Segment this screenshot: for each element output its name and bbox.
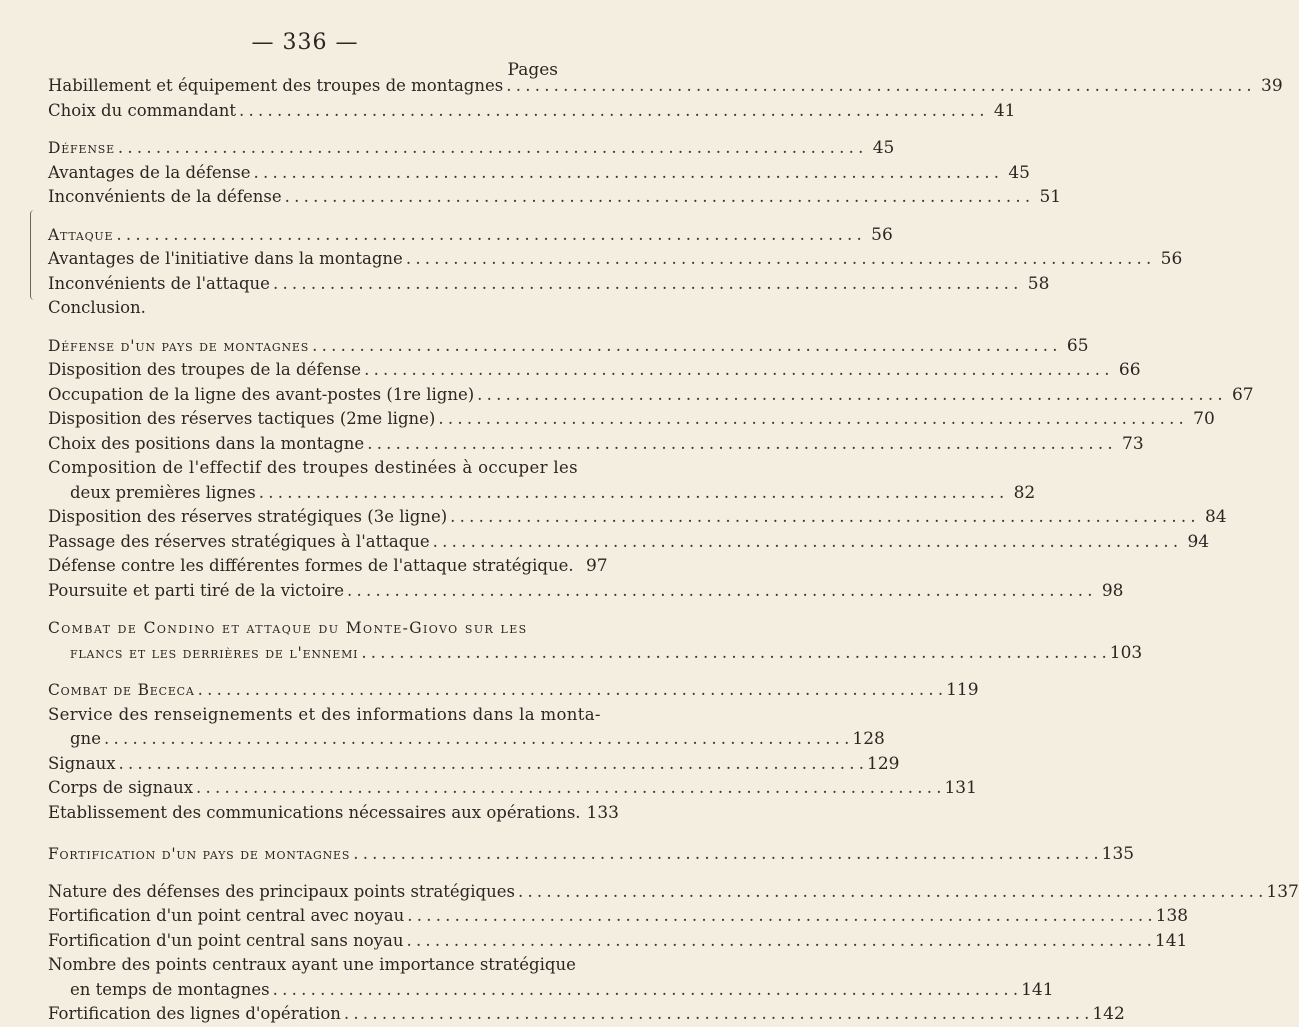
entry-page: 45 [872, 138, 895, 158]
leader-dots [196, 776, 941, 801]
entry-page: 67 [1231, 384, 1254, 405]
leader-dots [353, 842, 1098, 867]
toc-entry [48, 703, 601, 728]
entry-page: 129 [867, 753, 900, 774]
entry-page: 70 [1193, 409, 1215, 429]
entry-title: Défense [48, 139, 115, 157]
entry-title: Disposition des troupes de la défense [48, 360, 362, 379]
toc-entry [48, 929, 1188, 954]
toc-section-heading [48, 842, 1135, 867]
entry-page: 58 [1027, 273, 1050, 294]
entry-title: Passage des réserves stratégiques à l'attaque [48, 531, 430, 551]
entry-page: 97 [585, 556, 608, 576]
entry-page: 84 [1204, 507, 1227, 527]
entry-page: 137 [1266, 881, 1299, 902]
leader-dots [273, 978, 1018, 1003]
entry-title: Avantages de la défense [48, 162, 251, 182]
leader-dots [312, 334, 1057, 359]
toc-entry [48, 247, 1183, 272]
leader-dots [347, 579, 1092, 604]
entry-title: Fortification d'un point central avec noyau [48, 906, 405, 925]
entry-title: Inconvénients de l'attaque [48, 273, 270, 293]
toc-entry [48, 99, 1016, 124]
leader-dots [119, 752, 864, 777]
entry-page: 135 [1101, 844, 1135, 864]
entry-page: 98 [1101, 580, 1124, 601]
toc-entry [48, 185, 1062, 210]
entry-title: Attaque [48, 225, 114, 244]
toc-entry [48, 579, 1124, 604]
leader-dots [506, 74, 1251, 99]
toc-section-heading [48, 616, 563, 641]
toc-entry [48, 74, 1283, 99]
leader-dots [438, 407, 1183, 432]
leader-dots [116, 223, 861, 248]
toc-entry [48, 752, 900, 777]
toc-entry [48, 880, 1299, 905]
margin-bracket-mark [30, 210, 37, 300]
entry-title: Etablissement des communications nécessaires aux opérations. [48, 802, 581, 822]
leader-dots [361, 641, 1106, 666]
leader-dots [367, 432, 1112, 457]
entry-title: Choix des positions dans la montagne [48, 433, 365, 453]
toc-entry [48, 978, 1054, 1003]
entry-title: Avantages de l'initiative dans la montagne [48, 249, 403, 268]
toc-entry [48, 554, 608, 579]
entry-title: Occupation de la ligne des avant-postes (1re ligne) [48, 384, 475, 404]
entry-title: Corps de signaux [48, 778, 193, 797]
entry-page: 128 [852, 729, 885, 749]
entry-title: Habillement et équipement des troupes de montagnes [48, 76, 504, 95]
entry-title: Combat de Condino et attaque du Monte-Giovo sur les [48, 619, 528, 637]
leader-dots [518, 880, 1263, 905]
entry-title: Défense d'un pays de montagnes [48, 336, 310, 355]
leader-dots [254, 161, 999, 186]
entry-page: 51 [1039, 187, 1062, 207]
entry-page: 94 [1187, 531, 1210, 552]
leader-dots [273, 272, 1018, 297]
toc-entry [48, 1002, 1125, 1027]
leader-dots [364, 358, 1109, 383]
leader-dots [406, 247, 1151, 272]
entry-page: 56 [871, 224, 893, 245]
entry-title: Fortification d'un pays de montagnes [48, 845, 351, 863]
entry-title: Disposition des réserves tactiques (2me ligne) [48, 409, 436, 428]
entry-page: 131 [944, 778, 977, 798]
entry-page: 133 [586, 802, 619, 823]
entry-title: Signaux [48, 753, 116, 773]
toc-entry [48, 296, 563, 321]
entry-page: 41 [993, 100, 1016, 121]
leader-dots [239, 99, 984, 124]
entry-title: flancs et les derrières de l'ennemi [70, 643, 359, 662]
entry-page: 119 [946, 680, 979, 700]
entry-page: 73 [1122, 433, 1144, 454]
entry-title: Défense contre les différentes formes de l'attaque stratégique. [48, 556, 574, 575]
entry-page: 141 [1021, 979, 1054, 1000]
toc-entry [48, 505, 1227, 530]
leader-dots [344, 1002, 1089, 1027]
toc-entry [48, 272, 1050, 297]
entry-page: 142 [1092, 1004, 1125, 1024]
toc-entry [48, 801, 619, 826]
leader-dots [477, 383, 1222, 408]
table-of-contents [48, 74, 1299, 1027]
entry-title: Disposition des réserves stratégiques (3e ligne) [48, 507, 448, 526]
toc-entry [48, 727, 885, 752]
toc-section-heading [48, 223, 893, 248]
pages-column-label: Pages [507, 60, 558, 80]
toc-entry [48, 161, 1030, 186]
leader-dots [433, 530, 1178, 555]
leader-dots [118, 136, 863, 161]
entry-page: 56 [1160, 249, 1183, 269]
entry-title: Service des renseignements et des informations dans la monta- [48, 704, 601, 724]
toc-section-heading [48, 334, 1089, 359]
entry-page: 103 [1109, 642, 1143, 663]
entry-page: 65 [1066, 335, 1089, 356]
entry-title: Conclusion. [48, 298, 146, 317]
leader-dots [406, 929, 1151, 954]
toc-section-heading [48, 641, 1143, 666]
entry-title: Choix du commandant [48, 100, 237, 120]
toc-entry [48, 407, 1215, 432]
entry-title: deux premières lignes [70, 482, 256, 502]
toc-entry [48, 383, 1254, 408]
entry-page: 141 [1154, 930, 1188, 951]
toc-entry [48, 953, 576, 978]
toc-entry [48, 530, 1210, 555]
entry-title: Nature des défenses des principaux points stratégiques [48, 881, 515, 901]
toc-section-heading [48, 136, 895, 161]
toc-section-heading [48, 678, 979, 703]
toc-entry [48, 904, 1189, 929]
entry-title: gne [70, 729, 101, 748]
leader-dots [407, 904, 1152, 929]
entry-title: Poursuite et parti tiré de la victoire [48, 580, 345, 600]
entry-title: Fortification des lignes d'opération [48, 1004, 341, 1023]
entry-page: 66 [1118, 360, 1141, 380]
toc-entry [48, 776, 977, 801]
toc-entry [48, 481, 1036, 506]
entry-title: Nombre des points centraux ayant une importance stratégique [48, 955, 576, 974]
toc-entry [48, 432, 1144, 457]
entry-title: Combat de Bececa [48, 681, 195, 699]
entry-title: Fortification d'un point central sans noyau [48, 930, 404, 950]
toc-entry [48, 358, 1141, 383]
entry-title: Composition de l'effectif des troupes destinées à occuper les [48, 458, 578, 477]
entry-page: 138 [1155, 906, 1189, 926]
leader-dots [285, 185, 1030, 210]
leader-dots [259, 481, 1004, 506]
toc-entry [48, 456, 578, 481]
leader-dots [104, 727, 849, 752]
entry-title: en temps de montagnes [70, 979, 270, 999]
entry-page: 45 [1008, 162, 1030, 183]
entry-page: 82 [1013, 482, 1036, 503]
entry-title: Inconvénients de la défense [48, 187, 282, 206]
leader-dots [450, 505, 1195, 530]
entry-page: 39 [1261, 76, 1283, 96]
page-number: — 336 — [251, 30, 359, 55]
leader-dots [198, 678, 943, 703]
